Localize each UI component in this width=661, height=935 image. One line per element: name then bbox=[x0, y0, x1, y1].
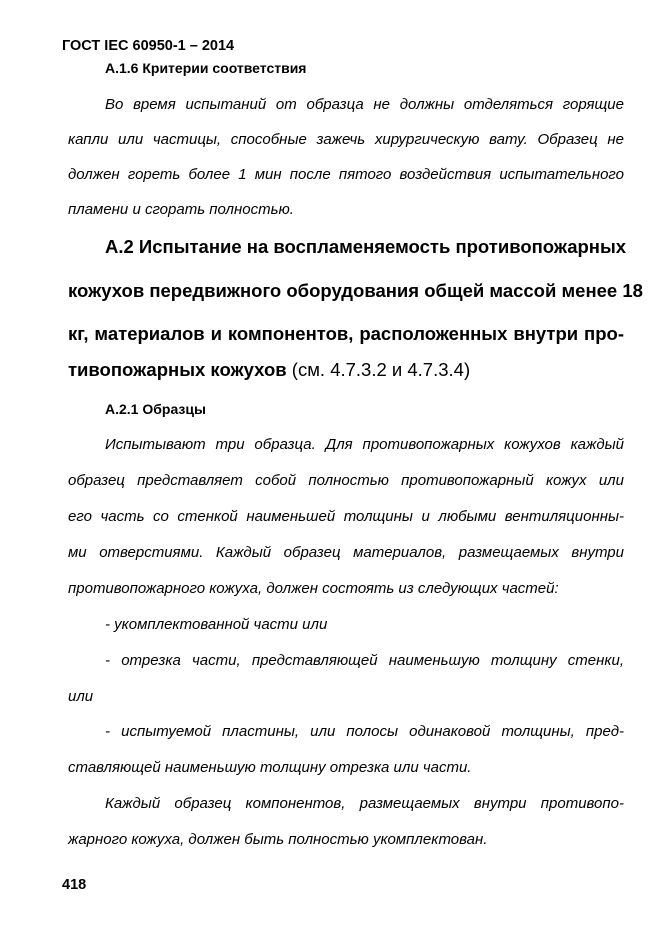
list-item: - испытуемой пластины, или полосы одинаковой толщины, пред- bbox=[105, 723, 624, 740]
paragraph-line: образец представляет собой полностью противопожарный кожух или bbox=[68, 472, 624, 489]
paragraph-line: Каждый образец компонентов, размещаемых внутри противопо- bbox=[105, 795, 624, 812]
list-item: - укомплектованной части или bbox=[105, 616, 328, 633]
section-a2-heading-reference: (см. 4.7.3.2 и 4.7.3.4) bbox=[286, 359, 471, 380]
section-a16-title: A.1.6 Критерии соответствия bbox=[105, 60, 307, 76]
paragraph-line: противопожарного кожуха, должен состоять из следующих частей: bbox=[68, 580, 559, 597]
paragraph-line: его часть со стенкой наименьшей толщины и любыми вентиляционны- bbox=[68, 508, 624, 525]
paragraph-line: Испытывают три образца. Для противопожарных кожухов каждый bbox=[105, 436, 624, 453]
list-item-continuation: или bbox=[68, 688, 94, 705]
section-a2-heading-line: кожухов передвижного оборудования общей массой менее 18 bbox=[68, 280, 643, 301]
paragraph-line: Во время испытаний от образца не должны отделяться горящие bbox=[105, 96, 624, 113]
paragraph-line: должен гореть более 1 мин после пятого воздействия испытательного bbox=[68, 166, 624, 183]
paragraph-line: жарного кожуха, должен быть полностью укомплектован. bbox=[68, 831, 488, 848]
list-item-continuation: ставляющей наименьшую толщину отрезка или части. bbox=[68, 759, 472, 776]
paragraph-line: ми отверстиями. Каждый образец материалов, размещаемых внутри bbox=[68, 544, 624, 561]
page-number: 418 bbox=[62, 877, 87, 893]
section-a21-title: А.2.1 Образцы bbox=[105, 401, 206, 417]
section-a2-heading-text: тивопожарных кожухов bbox=[68, 359, 287, 380]
paragraph-line: пламени и сгорать полностью. bbox=[68, 201, 294, 218]
section-a2-heading-line-last bbox=[68, 359, 624, 381]
document-header: ГОСТ IEC 60950-1 – 2014 bbox=[62, 38, 235, 54]
section-a2-heading-line: кг, материалов и компонентов, расположенных внутри про- bbox=[68, 323, 624, 344]
section-a2-heading-line: А.2 Испытание на воспламеняемость противопожарных bbox=[105, 236, 627, 257]
list-item: - отрезка части, представляющей наименьшую толщину стенки, bbox=[105, 652, 624, 669]
paragraph-line: капли или частицы, способные зажечь хирургическую вату. Образец не bbox=[68, 131, 624, 148]
